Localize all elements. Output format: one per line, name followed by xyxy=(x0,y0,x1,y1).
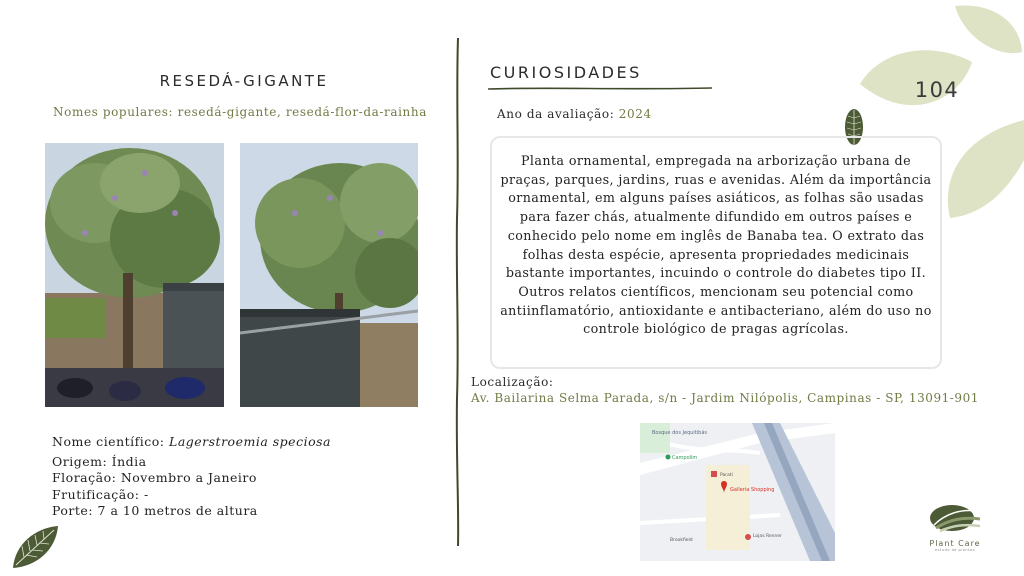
map-label-green: Campolim xyxy=(672,455,698,461)
map-label-poi-2: Galleria Shopping xyxy=(730,487,775,493)
evaluation-year xyxy=(497,107,652,121)
leaf-icon xyxy=(10,524,60,570)
map-label-poi-3: Lojas Renner xyxy=(753,534,782,539)
location-address: Av. Bailarina Selma Parada, s/n - Jardim Nilópolis, Campinas - SP, 13091-901 xyxy=(471,391,979,405)
popular-names-label: Nomes populares: xyxy=(53,105,174,119)
popular-names-value: resedá-gigante, resedá-flor-da-rainha xyxy=(177,105,427,119)
origin-row xyxy=(52,454,331,471)
flowering-label: Floração: xyxy=(52,470,117,486)
page-number: 104 xyxy=(914,78,960,102)
scientific-name-row xyxy=(52,434,331,451)
brand-name: Plant Care xyxy=(929,539,981,548)
tree-photo-2 xyxy=(240,143,418,407)
location-map[interactable] xyxy=(640,423,835,561)
logo-leaves-icon xyxy=(928,503,982,533)
flowering-row xyxy=(52,470,331,487)
size-row xyxy=(52,503,331,520)
evaluation-year-label: Ano da avaliação: xyxy=(497,107,615,121)
fruiting-label: Frutificação: xyxy=(52,486,140,502)
title-underline xyxy=(488,86,712,92)
curiosities-title: CURIOSIDADES xyxy=(490,63,642,82)
brand-tagline: estudo de plantas xyxy=(935,548,975,552)
tree-photo-1 xyxy=(45,143,224,407)
fruiting-row xyxy=(52,487,331,504)
curiosities-description: Planta ornamental, empregada na arborização urbana de praças, parques, jardins, ruas e avenidas. Além da importância ornamental, em alguns países asiáticos, as folhas são usadas para fazer chás, atualmente difundido em outros países e conhecido pelo nome em inglês de Banaba tea. O extrato das folhas desta espécie, apresenta propriedades medicinais bastante importantes, incuindo o controle do diabetes tipo II. Outros relatos científicos, mencionam seu potencial como antiinflamatório, antioxidante e antibacteriano, além do uso no controle biológico de pragas agrícolas. xyxy=(500,153,932,337)
size-label: Porte: xyxy=(52,503,94,519)
description-box xyxy=(490,136,942,369)
brand-logo xyxy=(920,503,990,552)
column-divider xyxy=(453,38,463,546)
scientific-name-value: Lagerstroemia speciosa xyxy=(169,434,331,449)
map-label-top-left: Bosque dos Jequitibás xyxy=(652,430,708,436)
origin-value: Índia xyxy=(111,453,147,469)
fruiting-value: - xyxy=(143,486,149,502)
popular-names xyxy=(40,105,440,119)
flowering-value: Novembro a Janeiro xyxy=(120,470,257,486)
origin-label: Origem: xyxy=(52,453,108,469)
map-label-poi-1: Parati xyxy=(720,473,733,478)
location-label: Localização: xyxy=(471,375,554,389)
evaluation-year-value: 2024 xyxy=(618,107,652,121)
plant-facts xyxy=(52,434,331,520)
plant-title: RESEDÁ-GIGANTE xyxy=(159,72,329,90)
scientific-name-label: Nome científico: xyxy=(52,434,165,449)
map-label-poi-4: Brookfield xyxy=(670,538,693,543)
size-value: 7 a 10 metros de altura xyxy=(97,503,258,519)
